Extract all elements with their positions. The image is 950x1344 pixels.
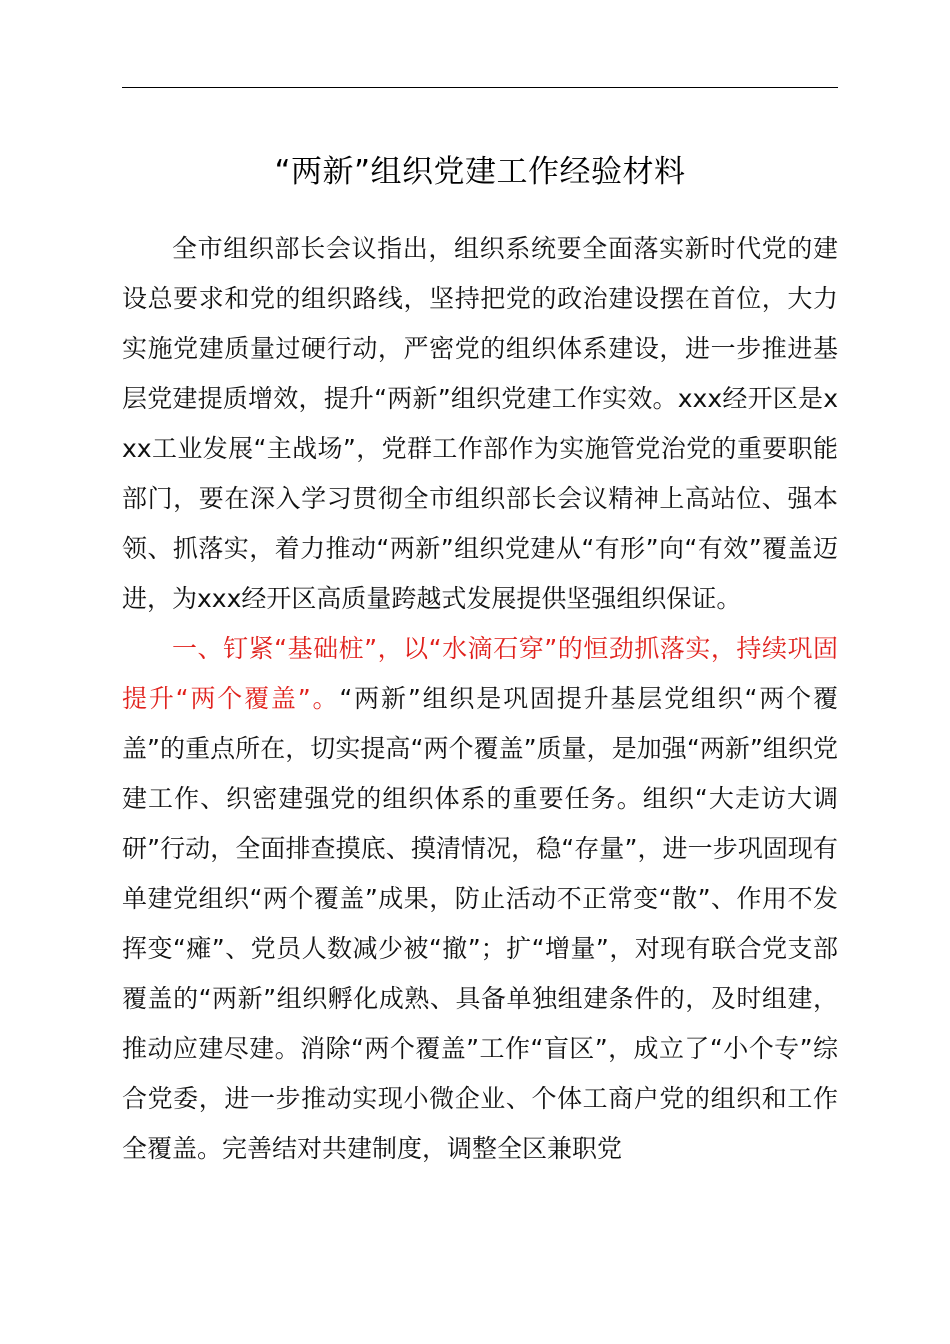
paragraph-intro — [122, 224, 838, 624]
document-title: “两新”组织党建工作经验材料 — [274, 154, 686, 190]
header-rule — [122, 87, 838, 88]
paragraph-intro-text: 全市组织部长会议指出，组织系统要全面落实新时代党的建设总要求和党的组织路线，坚持把党的政治建设摆在首位，大力实施党建质量过硬行动，严密党的组织体系建设，进一步推进基层党建提质增效，提升“两新”组织党建工作实效。xxx经开区是xxx工业发展“主战场”，党群工作部作为实施管党治党的重要职能部门，要在深入学习贯彻全市组织部长会议精神上高站位、强本领、抓落实，着力推动“两新”组织党建从“有形”向“有效”覆盖迈进，为xxx经开区高质量跨越式发展提供坚强组织保证。 — [122, 234, 838, 613]
paragraph-section-1 — [122, 624, 838, 1174]
paragraph-section-1-text: “两新”组织是巩固提升基层党组织“两个覆盖”的重点所在，切实提高“两个覆盖”质量，是加强“两新”组织党建工作、织密建强党的组织体系的重要任务。组织“大走访大调研”行动，全面排查摸底、摸清情况，稳“存量”，进一步巩固现有单建党组织“两个覆盖”成果，防止活动不正常变“散”、作用不发挥变“瘫”、党员人数减少被“撤”；扩“增量”，对现有联合党支部覆盖的“两新”组织孵化成熟、具备单独组建条件的，及时组建，推动应建尽建。消除“两个覆盖”工作“盲区”，成立了“小个专”综合党委，进一步推动实现小微企业、个体工商户党的组织和工作全覆盖。完善结对共建制度，调整全区兼职党 — [122, 684, 838, 1163]
document-body — [122, 224, 838, 1174]
section-heading-1: 一、钉紧“基础桩”，以“水滴石穿”的恒劲抓落实，持续巩固提升“两个覆盖”。 — [122, 634, 838, 713]
